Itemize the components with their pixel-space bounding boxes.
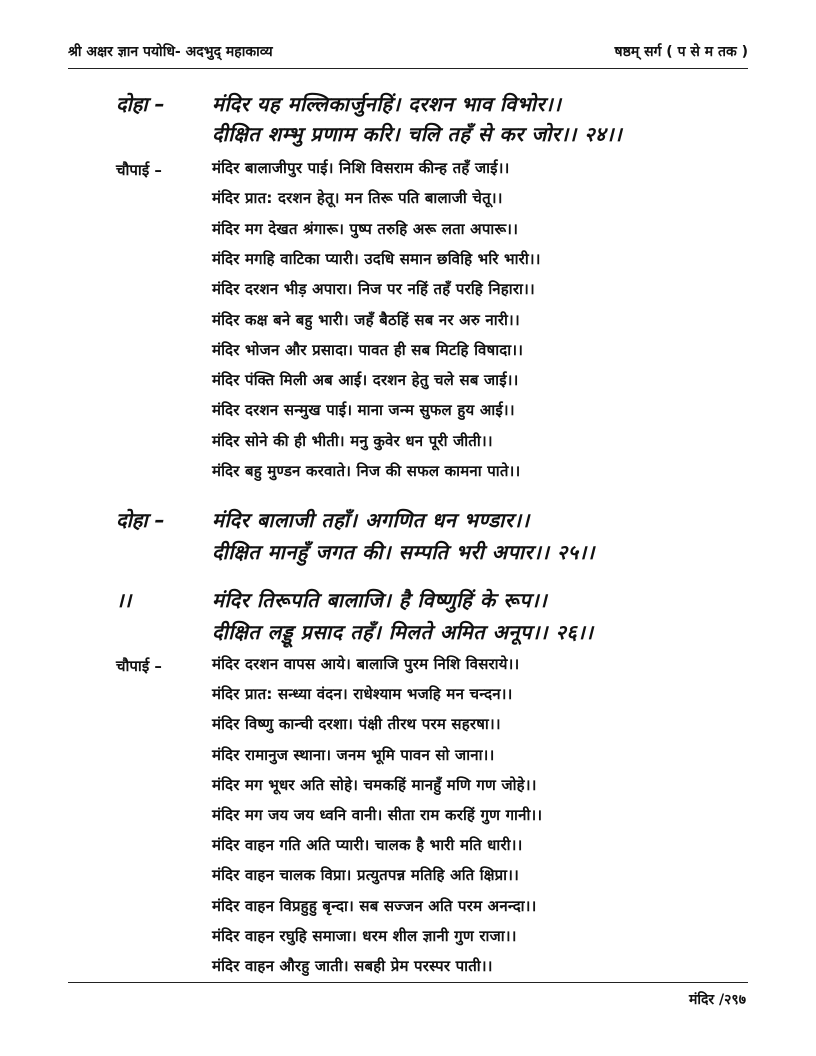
chaupai-line: मंदिर मग भूधर अति सोहे। चमकहिं मानहुँ मणि गण जोहे।। <box>212 775 537 794</box>
page-header <box>68 38 748 69</box>
chaupai-line: मंदिर वाहन औरहु जाती। सबही प्रेम परस्पर पाती।। <box>212 957 493 975</box>
chaupai-line: मंदिर वाहन गति अति प्यारी। चालक है भारी मति धारी।। <box>212 836 523 855</box>
chaupai-line: मंदिर बहु मुण्डन करवाते। निज की सफल कामना पाते।। <box>212 462 521 480</box>
doha-line: दीक्षित लड्डू प्रसाद तहँ। मिलते अमित अनूप।। २६।। <box>212 620 594 644</box>
doha-line: मंदिर बालाजी तहाँ। अगणित धन भण्डार।। <box>212 508 530 532</box>
chaupai-line: मंदिर भोजन और प्रसादा। पावत ही सब मिटहि विषादा।। <box>212 340 524 359</box>
section-label: दोहा – <box>116 508 165 532</box>
chaupai-line: मंदिर दरशन सन्मुख पाई। माना जन्म सुफल हुय आई।। <box>212 401 515 420</box>
section-label: ।। <box>116 588 132 612</box>
chaupai-line: मंदिर वाहन चालक विप्रा। प्रत्युतपन्न मतिहि अति क्षिप्रा।। <box>212 866 520 885</box>
chaupai-line: मंदिर वाहन रघुहि समाजा। धरम शील ज्ञानी गुण राजा।। <box>212 926 517 945</box>
chaupai-line: मंदिर सोने की ही भीती। मनु कुवेर धन पूरी जीती।। <box>212 431 493 450</box>
section-label: चौपाई – <box>116 657 162 675</box>
chaupai-line: मंदिर बालाजीपुर पाई। निशि विसराम कीन्ह तहँ जाई।। <box>212 159 510 177</box>
footer-rule <box>68 982 748 983</box>
doha-line: दीक्षित मानहुँ जगत की। सम्पति भरी अपार।। २५।। <box>212 540 595 564</box>
doha-line: मंदिर तिरूपति बालाजि। है विष्णुहिं के रूप।। <box>212 588 548 612</box>
section-label: दोहा – <box>116 92 165 116</box>
chaupai-line: मंदिर मगहि वाटिका प्यारी। उदधि समान छविहि भरि भारी।। <box>212 249 541 268</box>
chaupai-line: मंदिर कक्ष बने बहु भारी। जहँ बैठहिं सब नर अरु नारी।। <box>212 310 520 329</box>
doha-line: दीक्षित शम्भु प्रणाम करि। चलि तहँ से कर जोर।। २४।। <box>212 122 623 146</box>
chaupai-line: मंदिर मग जय जय ध्वनि वानी। सीता राम करहिं गुण गानी।। <box>212 806 543 824</box>
chaupai-line: मंदिर वाहन विप्रहुहु बृन्दा। सब सज्जन अति परम अनन्दा।। <box>212 896 537 915</box>
book-title: श्री अक्षर ज्ञान पयोधि- अदभुद् महाकाव्य <box>68 44 273 60</box>
chaupai-line: मंदिर दरशन वापस आये। बालाजि पुरम निशि विसराये।। <box>212 655 520 673</box>
page-number: मंदिर /२९७ <box>689 992 746 1008</box>
chaupai-line: मंदिर पंक्ति मिली अब आई। दरशन हेतु चले सब जाई।। <box>212 371 519 390</box>
doha-line: मंदिर यह मल्लिकार्जुनहिं। दरशन भाव विभोर।। <box>212 92 562 116</box>
chaupai-line: मंदिर दरशन भीड़ अपारा। निज पर नहिं तहँ परहि निहारा।। <box>212 280 535 299</box>
chaupai-line: मंदिर रामानुज स्थाना। जनम भूमि पावन सो जाना।। <box>212 745 495 764</box>
section-label: चौपाई – <box>116 161 162 179</box>
chaupai-line: मंदिर प्रात: सन्ध्या वंदन। राधेश्याम भजहि मन चन्दन।। <box>212 685 513 704</box>
chaupai-line: मंदिर विष्णु कान्ची दरशा। पंक्षी तीरथ परम सहरषा।। <box>212 715 501 734</box>
chaupai-line: मंदिर प्रात: दरशन हेतू। मन तिरू पति बालाजी चेतू।। <box>212 189 503 208</box>
chapter-title: षष्ठम् सर्ग ( प से म तक ) <box>614 44 748 60</box>
chaupai-line: मंदिर मग देखत श्रंगारू। पुष्प तरुहि अरू लता अपारू।। <box>212 219 519 238</box>
